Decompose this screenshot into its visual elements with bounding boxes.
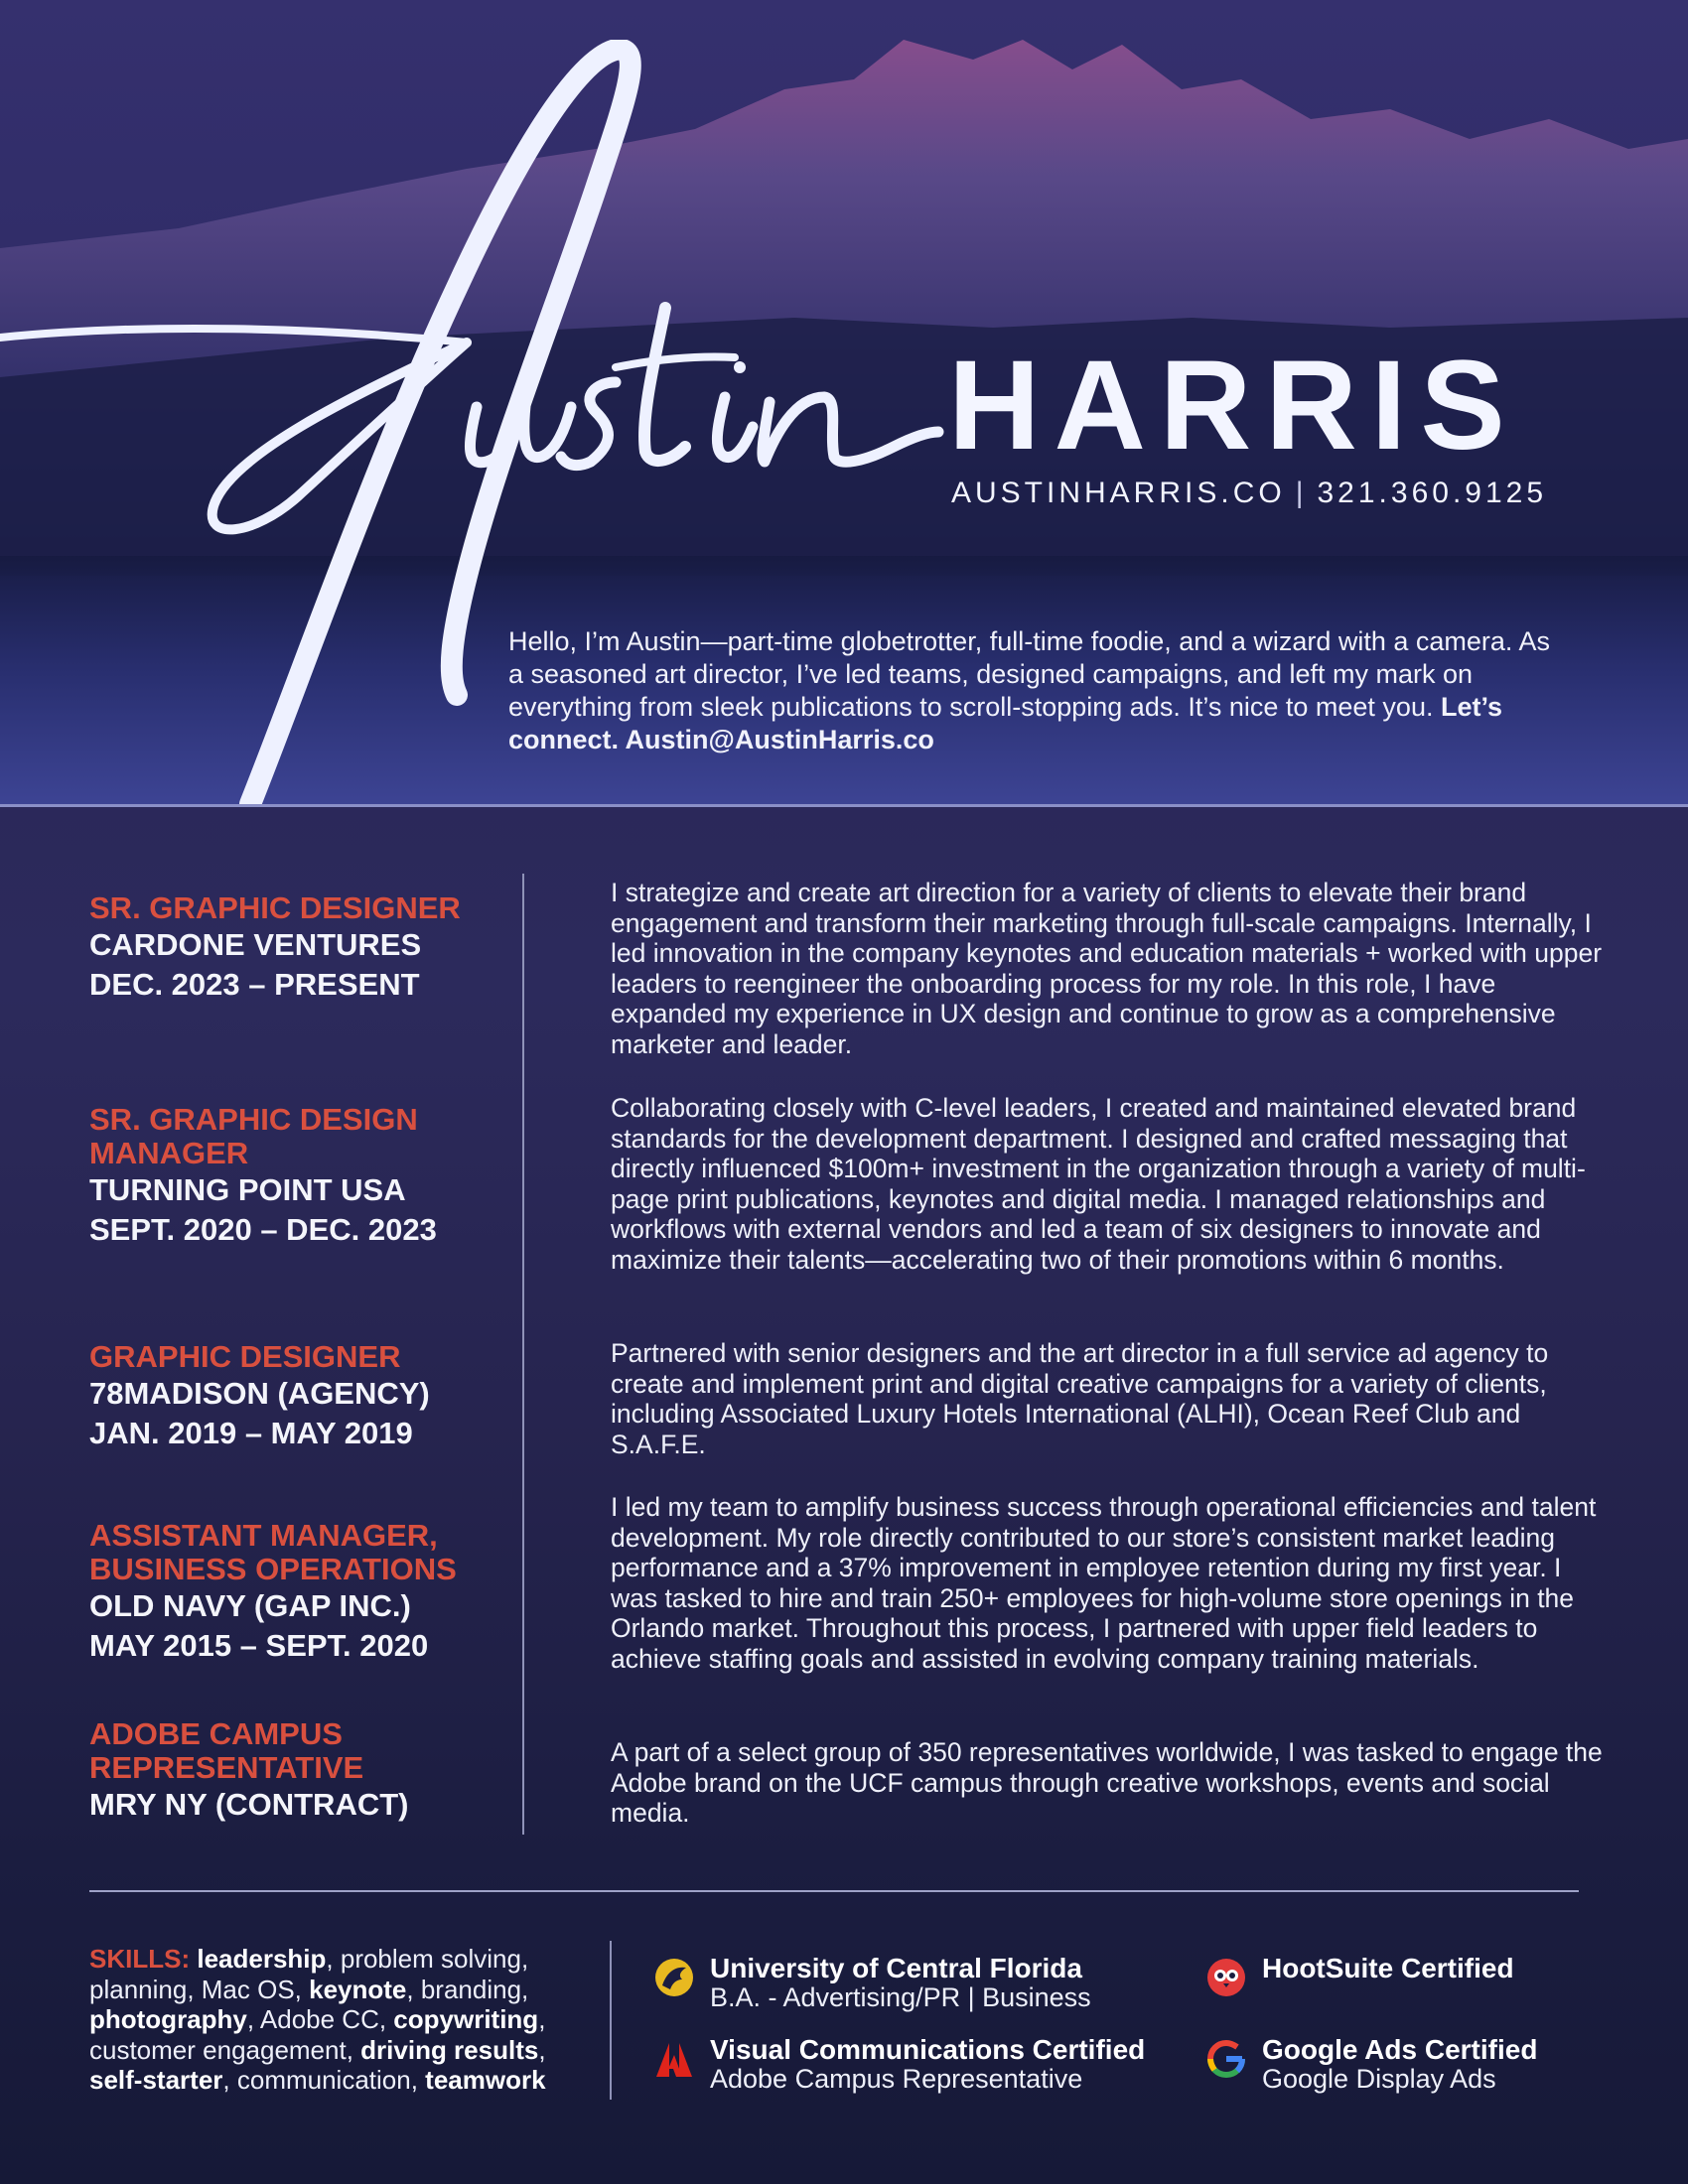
contact-separator: |: [1295, 477, 1308, 509]
skill-text: , problem solving, planning, Mac OS,: [89, 1944, 529, 2004]
contact-line: [951, 477, 1547, 510]
credential-subtitle: Adobe Campus Representative: [710, 2064, 1083, 2094]
intro-cta-email[interactable]: Let’s connect. Austin@AustinHarris.co: [508, 692, 1502, 754]
hero-divider: [0, 804, 1688, 807]
job-dates: JAN. 2019 – MAY 2019: [89, 1416, 413, 1450]
hootsuite-owl-icon: [1204, 1956, 1248, 1999]
skill-text: , Adobe CC,: [246, 2004, 394, 2034]
skill-text: , branding,: [406, 1974, 529, 2004]
hero-banner: [0, 0, 1688, 806]
skill-keyword: keynote: [309, 1974, 407, 2004]
credential-title: University of Central Florida: [710, 1953, 1082, 1983]
skill-keyword: photography: [89, 2004, 247, 2034]
job-heading-3: [89, 1340, 526, 1453]
website-link[interactable]: AUSTINHARRIS.CO: [951, 477, 1286, 509]
skill-keyword: copywriting: [393, 2004, 539, 2034]
phone-number[interactable]: 321.360.9125: [1317, 477, 1548, 509]
skill-text: , communication,: [222, 2065, 426, 2095]
skills-section: [89, 1944, 586, 2096]
ucf-pegasus-icon: [652, 1956, 696, 1999]
credential-subtitle: Google Display Ads: [1262, 2064, 1496, 2094]
job-description-4: I led my team to amplify business success through operational efficiencies and talent development. My role directly contributed to our store’s consistent market leading performance and a 37% improvement in employee retention during my first year. I was tasked to hire and train 250+ employees for high-volume store openings in the Orlando market. Throughout this process, I partnered with upper field leaders to achieve staffing goals and assisted in evolving company training materials.: [611, 1492, 1597, 1674]
job-heading-2: [89, 1103, 487, 1250]
skill-text: , customer engagement,: [89, 2004, 546, 2065]
skill-keyword: leadership: [197, 1944, 327, 1974]
credential-title: HootSuite Certified: [1262, 1953, 1514, 1983]
credential-title: Visual Communications Certified: [710, 2034, 1146, 2065]
adobe-icon: [652, 2037, 696, 2081]
job-title: SR. GRAPHIC DESIGN MANAGER: [89, 1102, 418, 1170]
job-dates: DEC. 2023 – PRESENT: [89, 967, 420, 1002]
job-title: ADOBE CAMPUS REPRESENTATIVE: [89, 1716, 364, 1785]
job-description-1: I strategize and create art direction for a variety of clients to elevate their brand engagement and transform their marketing through full-scale campaigns. Internally, I led innovation in the company keynotes and education materials + worked with upper leaders to reengineer the onboarding process for my role. In this role, I have expanded my experience in UX design and continue to grow as a comprehensive marketer and leader.: [611, 878, 1603, 1059]
job-description-3: Partnered with senior designers and the art director in a full service ad agency to create and implement print and digital creative campaigns for a variety of clients, including Associated Luxury Hotels International (ALHI), Ocean Reef Club and S.A.F.E.: [611, 1338, 1549, 1459]
credential-ucf: [652, 1954, 1091, 2012]
google-icon: [1204, 2037, 1248, 2081]
job-description-5: A part of a select group of 350 representatives worldwide, I was tasked to engage the Adobe brand on the UCF campus through creative workshops, events and social media.: [611, 1737, 1603, 1828]
last-name-heading: HARRIS: [948, 335, 1519, 477]
job-company: CARDONE VENTURES: [89, 927, 422, 962]
credential-hootsuite: [1204, 1954, 1514, 1999]
credential-subtitle: B.A. - Advertising/PR | Business: [710, 1982, 1091, 2012]
job-title: ASSISTANT MANAGER, BUSINESS OPERATIONS: [89, 1518, 457, 1586]
job-heading-1: [89, 891, 526, 1005]
credential-adobe: [652, 2035, 1145, 2094]
job-company: OLD NAVY (GAP INC.): [89, 1588, 411, 1623]
credential-title: Google Ads Certified: [1262, 2034, 1538, 2065]
job-description-2: Collaborating closely with C-level leaders, I created and maintained elevated brand standards for the development department. I designed and crafted messaging that directly influenced $100m+ investment in the organization through a variety of multi-page print publications, keynotes and digital media. I managed relationships and workflows with external vendors and led a team of six designers to innovate and maximize their talents—accelerating two of their promotions within 6 months.: [611, 1093, 1586, 1275]
job-title: SR. GRAPHIC DESIGNER: [89, 890, 461, 925]
skill-text: ,: [538, 2034, 546, 2065]
job-heading-4: [89, 1519, 526, 1666]
job-dates: SEPT. 2020 – DEC. 2023: [89, 1212, 437, 1247]
job-dates: MAY 2015 – SEPT. 2020: [89, 1628, 429, 1663]
job-heading-5: [89, 1717, 467, 1825]
skill-keyword: teamwork: [425, 2065, 546, 2095]
intro-paragraph: [508, 625, 1561, 756]
skill-keyword: driving results: [360, 2034, 539, 2065]
job-company: MRY NY (CONTRACT): [89, 1787, 409, 1822]
intro-text: Hello, I’m Austin—part-time globetrotter, full-time foodie, and a wizard with a camera. As a seasoned art director, I’ve led teams, designed campaigns, and left my mark on everything from sleek publications to scroll-stopping ads. It’s nice to meet you.: [508, 626, 1550, 722]
skill-keyword: self-starter: [89, 2065, 223, 2095]
credential-google: [1204, 2035, 1537, 2094]
footer-vertical-divider: [610, 1941, 612, 2100]
skills-label: SKILLS:: [89, 1944, 191, 1974]
job-company: 78MADISON (AGENCY): [89, 1376, 430, 1411]
job-company: TURNING POINT USA: [89, 1172, 406, 1207]
footer-divider: [89, 1890, 1579, 1892]
job-title: GRAPHIC DESIGNER: [89, 1339, 401, 1374]
